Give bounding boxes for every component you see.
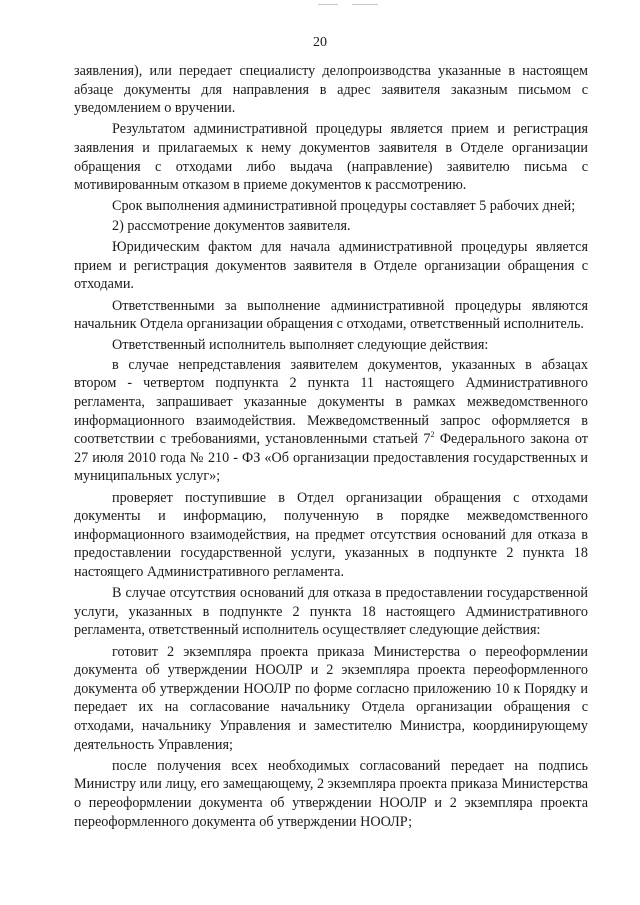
paragraph: В случае отсутствия оснований для отказа в предоставлении государственной услуги, указанных в подпункте 2 пункта 18 настоящего Административного регламента, ответственный исполнитель осуществляет следующие действия:	[74, 585, 588, 639]
superscript: 2	[430, 430, 435, 440]
paragraph: Результатом административной процедуры является прием и регистрация заявления и прилагаемых к нему документов заявителя в Отделе организации обращения с отходами либо выдача (направление) заявителю письма с мотивированным отказом в приеме документов к рассмотрению.	[74, 121, 588, 194]
paragraph: Срок выполнения административной процедуры составляет 5 рабочих дней;	[112, 198, 576, 215]
scan-artifact	[352, 4, 378, 5]
paragraph-text: Федерального закона от 27 июля 2010 года № 210 - ФЗ «Об организации предоставления государственных и муниципальных услуг»;	[74, 431, 588, 485]
paragraph: проверяет поступившие в Отдел организации обращения с отходами документы и информацию, полученную в порядке межведомственного информационного взаимодействия, на предмет отсутствия оснований для отказа в предоставлении государственной услуги, указанных в подпункте 2 пункта 18 настоящего Административного регламента.	[74, 489, 588, 580]
paragraph: Юридическим фактом для начала административной процедуры является прием и регистрация документов заявителя в Отделе организации обращения с отходами.	[74, 239, 588, 293]
paragraph: Ответственными за выполнение административной процедуры являются начальник Отдела организации обращения с отходами, ответственный исполнитель.	[74, 297, 588, 333]
paragraph-text: в случае непредставления заявителем документов, указанных в абзацах втором - четвертом подпункта 2 пункта 11 настоящего Административного регламента, запрашивает указанные документы в рамках межведомственного информационного взаимодействия. Межведомственный запрос оформляется в соответствии с требованиями, установленными статьей 7	[74, 356, 588, 448]
scan-artifact	[318, 4, 338, 5]
paragraph: готовит 2 экземпляра проекта приказа Министерства о переоформлении документа об утверждении НООЛР и 2 экземпляра проекта переоформленного документа об утверждении НООЛР по форме согласно приложению 10 к Порядку и передает их на согласование начальнику Отдела организации обращения с отходами, начальнику Управления и заместителю Министра, координирующему деятельность Управления;	[74, 643, 588, 753]
document-body	[74, 62, 588, 834]
paragraph: после получения всех необходимых согласований передает на подпись Министру или лицу, его замещающему, 2 экземпляра проекта приказа Министерства о переоформлении документа об утверждении НООЛР и 2 экземпляра проекта переоформленного документа об утверждении НООЛР;	[74, 757, 588, 830]
page-number: 20	[313, 35, 327, 50]
paragraph: Ответственный исполнитель выполняет следующие действия:	[112, 337, 489, 354]
paragraph	[74, 356, 588, 486]
paragraph: 2) рассмотрение документов заявителя.	[112, 217, 351, 234]
paragraph: заявления), или передает специалисту делопроизводства указанные в настоящем абзаце документы для направления в адрес заявителя заказным письмом с уведомлением о вручении.	[74, 63, 588, 117]
